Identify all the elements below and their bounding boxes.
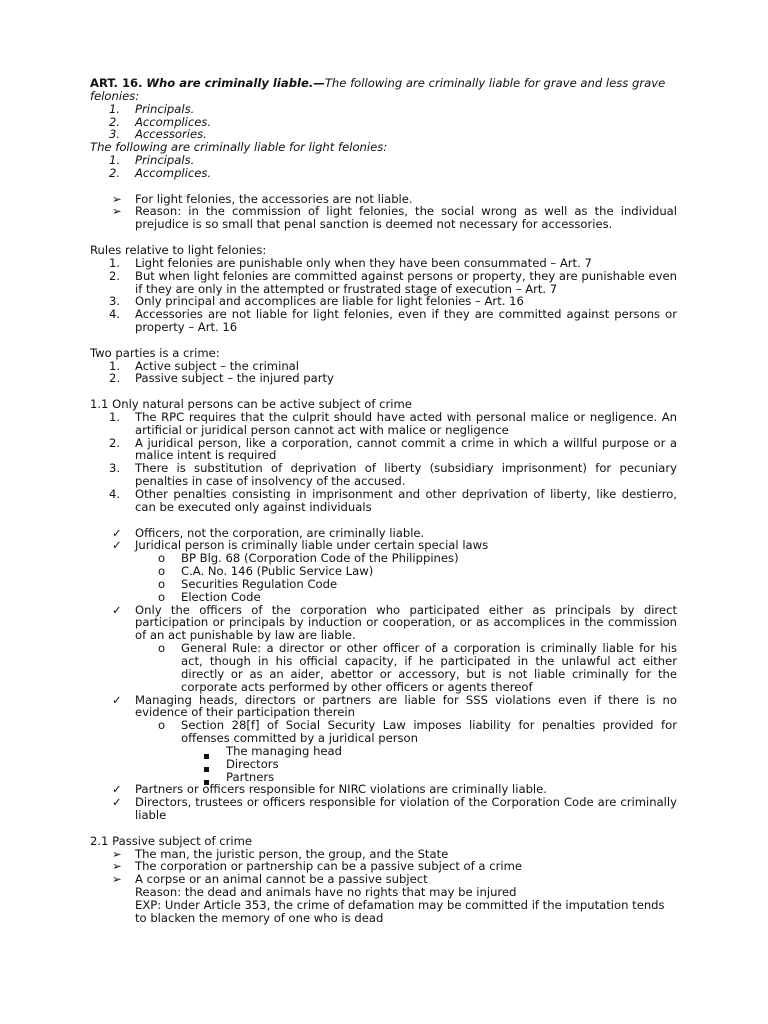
list-item: 2. Accomplices. [108, 114, 212, 129]
rules-title: Rules relative to light felonies: [90, 242, 267, 257]
circle-bullet-icon: o [158, 589, 166, 604]
light-intro: The following are criminally liable for light felonies: [90, 140, 388, 155]
check-bullet-icon: ✓ [112, 602, 122, 617]
circle-bullet-icon: o [158, 718, 166, 733]
list-item: 3. Accessories. [108, 127, 207, 142]
list-item: 2. But when light felonies are committed against persons or property, they are punishable even if they are only in the attempted or frustrated stage of execution – Art. 7 [108, 268, 677, 296]
list-item: 1. Active subject – the criminal [108, 358, 299, 373]
article-number: ART. 16. [90, 76, 143, 90]
arrow-item: ➢ The corporation or partnership can be a passive subject of a crime [112, 859, 522, 874]
check-bullet-icon: ✓ [112, 538, 122, 553]
check-item: ✓ Only the officers of the corporation who participated either as principals by direct participation or principals by induction or cooperation, or as accomplices in the commission of an act punishable by law are liable. [112, 602, 677, 643]
check-bullet-icon: ✓ [112, 782, 122, 797]
article-heading [90, 77, 677, 103]
check-bullet-icon: ✓ [112, 525, 122, 540]
document-page [90, 77, 677, 925]
circle-bullet-icon: o [158, 641, 166, 656]
check-item: ✓ Juridical person is criminally liable under certain special laws [112, 538, 489, 553]
arrow-bullet-icon: ➢ [112, 204, 122, 219]
article-title: Who are criminally liable.— [146, 76, 325, 90]
list-item: 2. Passive subject – the injured party [108, 371, 334, 386]
check-item: ✓ Directors, trustees or officers responsible for violation of the Corporation Code are criminally liable [112, 795, 677, 823]
arrow-item: ➢ Reason: in the commission of light felonies, the social wrong as well as the individual prejudice is so small that penal sanction is deemed not necessary for accessories. [112, 204, 677, 232]
check-item: ✓ Partners or officers responsible for NIRC violations are criminally liable. [112, 782, 547, 797]
arrow-bullet-icon: ➢ [112, 846, 122, 861]
passive-reason: Reason: the dead and animals have no rights that may be injured [135, 885, 517, 900]
arrow-item: ➢ A corpse or an animal cannot be a passive subject [112, 872, 428, 887]
check-bullet-icon: ✓ [112, 795, 122, 810]
circle-bullet-icon: o [158, 576, 166, 591]
passive-title: 2.1 Passive subject of crime [90, 833, 253, 848]
list-item: 1. Light felonies are punishable only when they have been consummated – Art. 7 [108, 255, 592, 270]
sub-item: o C.A. No. 146 (Public Service Law) [158, 564, 374, 579]
list-item: 3. There is substitution of deprivation of liberty (subsidiary imprisonment) for pecuniary penalties in case of insolvency of the accused. [108, 461, 677, 489]
subsub-item: The managing head [90, 745, 677, 758]
active-title: 1.1 Only natural persons can be active subject of crime [90, 397, 412, 412]
sub-item: o Section 28[f] of Social Security Law imposes liability for penalties provided for offenses committed by a juridical person [158, 718, 677, 746]
list-item: 2. A juridical person, like a corporation, cannot commit a crime in which a willful purpose or a malice intent is required [108, 435, 677, 463]
arrow-bullet-icon: ➢ [112, 191, 122, 206]
arrow-bullet-icon: ➢ [112, 872, 122, 887]
list-item: 4. Other penalties consisting in imprisonment and other deprivation of liberty, like destierro, can be executed only against individuals [108, 487, 677, 514]
list-item: 1. Principals. [108, 153, 195, 168]
check-bullet-icon: ✓ [112, 692, 122, 707]
sub-item: o BP Blg. 68 (Corporation Code of the Philippines) [158, 551, 459, 566]
arrow-bullet-icon: ➢ [112, 859, 122, 874]
list-item: 4. Accessories are not liable for light felonies, even if they are committed against persons or property – Art. 16 [108, 307, 677, 335]
list-item: 3. Only principal and accomplices are liable for light felonies – Art. 16 [108, 294, 524, 309]
list-item: 1. The RPC requires that the culprit should have acted with personal malice or negligence. An artificial or juridical person cannot act with malice or negligence [108, 409, 677, 437]
circle-bullet-icon: o [158, 551, 166, 566]
subsub-item: Partners [90, 771, 677, 784]
check-item: ✓ Officers, not the corporation, are criminally liable. [112, 525, 425, 540]
passive-exception: EXP: Under Article 353, the crime of defamation may be committed if the imputation tends to blacken the memory of one who is dead [135, 898, 665, 925]
subsub-item: Directors [90, 758, 677, 771]
sub-item: o Securities Regulation Code [158, 576, 338, 591]
parties-title: Two parties is a crime: [90, 345, 220, 360]
arrow-item: ➢ For light felonies, the accessories are not liable. [112, 191, 413, 206]
list-item: 1. Principals. [108, 101, 195, 116]
article-intro: The following are criminally liable for grave and less grave felonies: [90, 76, 666, 103]
circle-bullet-icon: o [158, 564, 166, 579]
sub-item: o General Rule: a director or other officer of a corporation is criminally liable for his act, though in his official capacity, if he participated in the unlawful act either directly or as an aider, abettor or accessory, but is not liable criminally for the corporate acts performed by other officers or agents thereof [158, 641, 677, 694]
sub-item: o Election Code [158, 589, 261, 604]
arrow-item: ➢ The man, the juristic person, the group, and the State [112, 846, 449, 861]
check-item: ✓ Managing heads, directors or partners are liable for SSS violations even if there is no evidence of their participation therein [112, 692, 677, 720]
list-item: 2. Accomplices. [108, 165, 212, 180]
